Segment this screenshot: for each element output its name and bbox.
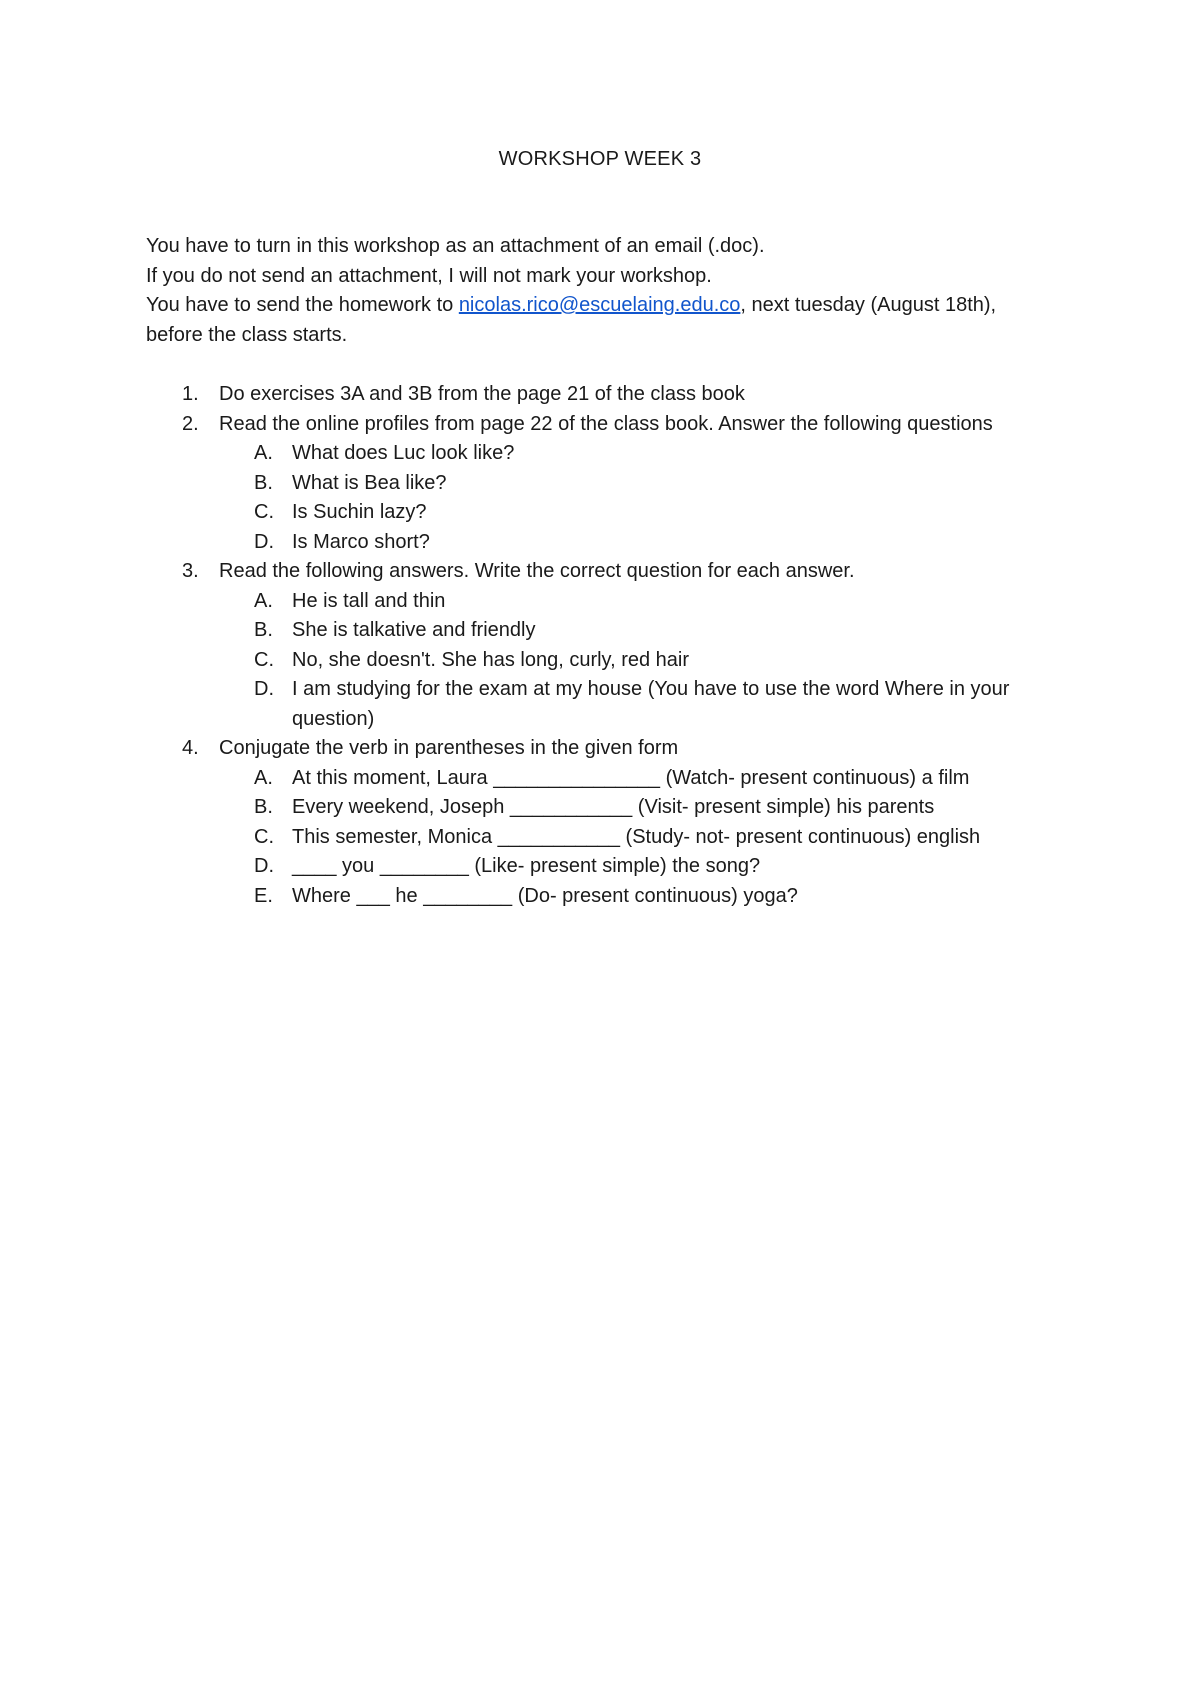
sub-question-item (146, 587, 1066, 617)
sub-question-letter: C. (254, 825, 274, 848)
sub-question-text: Where ___ he ________ (Do- present continuous) yoga? (292, 884, 798, 907)
sub-question-text: Every weekend, Joseph ___________ (Visit- present simple) his parents (292, 796, 935, 818)
instructions (146, 232, 1046, 350)
sub-question-item (146, 675, 1066, 734)
email-link[interactable]: nicolas.rico@escuelaing.edu.co (458, 294, 741, 316)
sub-question-text: No, she doesn't. She has long, curly, red hair (292, 648, 690, 671)
question-item (146, 410, 1066, 440)
sub-question-letter: A. (254, 766, 273, 789)
sub-question-item (146, 439, 1066, 469)
sub-question-letter: D. (254, 530, 274, 553)
instruction-line-3 (146, 291, 1046, 350)
page-title: WORKSHOP WEEK 3 (498, 148, 702, 170)
instruction-line-1: You have to turn in this workshop as an attachment of an email (.doc). (146, 235, 765, 257)
sub-question-text: He is tall and thin (292, 589, 446, 612)
instruction-line-3-after: , next tuesday (August 18th), before the class starts. (146, 294, 997, 346)
sub-question-item (146, 852, 1066, 882)
question-text: Read the online profiles from page 22 of the class book. Answer the following questions (219, 412, 993, 435)
question-text: Read the following answers. Write the correct question for each answer. (219, 560, 855, 582)
question-number: 2. (182, 412, 199, 435)
question-item (146, 734, 1066, 764)
sub-question-text: This semester, Monica ___________ (Study- not- present continuous) english (292, 825, 981, 848)
sub-question-text: Is Marco short? (292, 530, 430, 553)
sub-question-item (146, 616, 1066, 646)
instruction-line-2: If you do not send an attachment, I will not mark your workshop. (146, 264, 712, 287)
sub-question-item (146, 793, 1066, 823)
question-item (146, 557, 1066, 587)
sub-question-text: What does Luc look like? (292, 442, 515, 464)
sub-question-letter: E. (254, 884, 273, 907)
question-list (146, 380, 1066, 911)
sub-question-text: Is Suchin lazy? (292, 501, 427, 523)
sub-question-item (146, 882, 1066, 912)
sub-question-text: At this moment, Laura _______________ (Watch- present continuous) a film (292, 766, 970, 789)
sub-question-item (146, 823, 1066, 853)
instruction-line-3-before: You have to send the homework to (146, 294, 459, 316)
question-text: Do exercises 3A and 3B from the page 21 of the class book (219, 383, 745, 405)
sub-question-text: She is talkative and friendly (292, 619, 536, 641)
question-item (146, 380, 1066, 410)
sub-question-text: ____ you ________ (Like- present simple) the song? (292, 855, 761, 877)
question-number: 3. (182, 560, 199, 582)
sub-question-letter: C. (254, 648, 274, 671)
sub-question-item (146, 469, 1066, 499)
sub-question-letter: D. (254, 855, 274, 877)
sub-question-letter: A. (254, 442, 273, 464)
question-number: 1. (182, 383, 199, 405)
sub-question-letter: B. (254, 796, 273, 818)
sub-question-text: What is Bea like? (292, 471, 447, 494)
sub-question-letter: C. (254, 501, 274, 523)
question-text: Conjugate the verb in parentheses in the given form (219, 737, 679, 759)
sub-question-item (146, 646, 1066, 676)
sub-question-item (146, 528, 1066, 558)
sub-question-item (146, 764, 1066, 794)
question-number: 4. (182, 737, 199, 759)
sub-question-letter: B. (254, 471, 273, 494)
sub-question-letter: D. (254, 678, 274, 700)
sub-question-letter: A. (254, 589, 273, 612)
sub-question-letter: B. (254, 619, 273, 641)
sub-question-text: I am studying for the exam at my house (You have to use the word Where in your question) (292, 678, 1010, 730)
sub-question-item (146, 498, 1066, 528)
